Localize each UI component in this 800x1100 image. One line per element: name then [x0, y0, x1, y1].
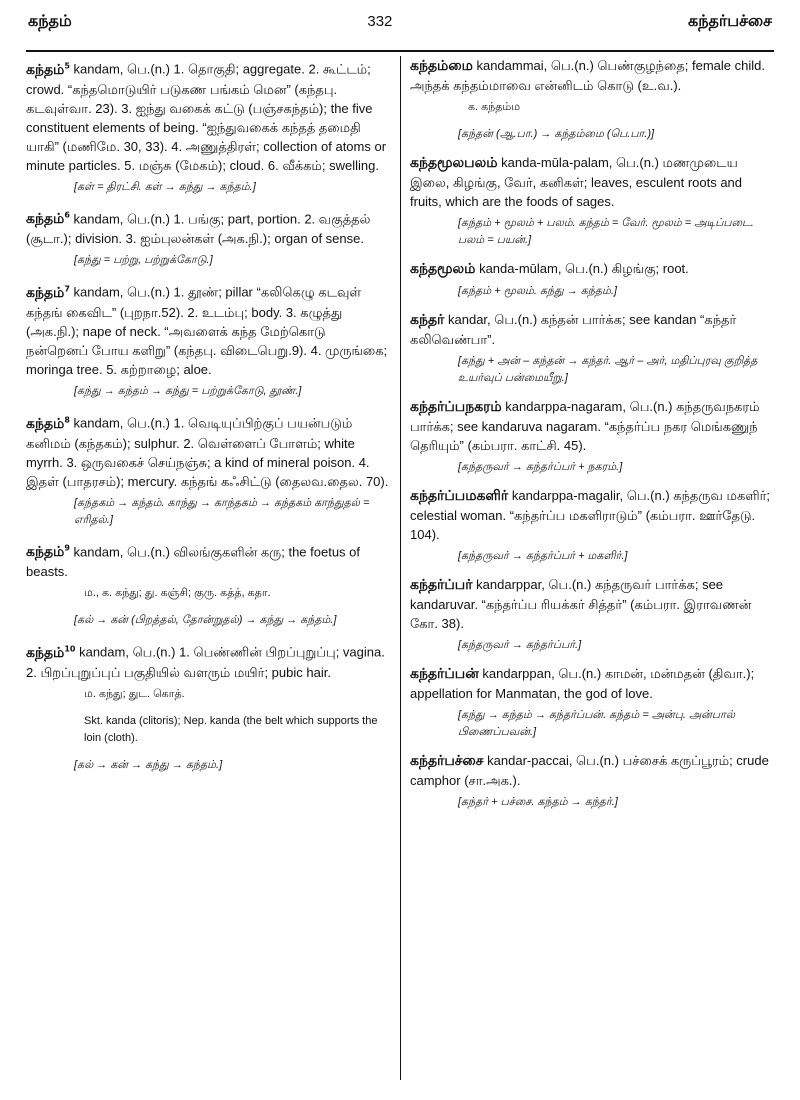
entry-headword: கந்தம்$^5$ [26, 61, 70, 78]
entry-headword: கந்தமூலபலம் [410, 155, 498, 171]
left-column [26, 56, 391, 1092]
homonym-number: 9 [64, 543, 70, 553]
cognate-line: ம., க. கந்து; து. கஞ்சி; குரு. கத்த், கதா. [84, 587, 271, 600]
cognate-line: க. கந்தம்ம [468, 101, 521, 113]
entry-headword: கந்தம்$^9$ [26, 543, 70, 561]
dictionary-entry [26, 206, 391, 249]
dictionary-entry [410, 751, 776, 790]
entry-definition: kandammai, பெ.(n.) பெண்குழந்தை; female child. அந்தக் கந்தம்மாவை என்னிடம் கொடு (உ.வ.). [410, 58, 765, 93]
entry-definition: kanda-mūla-palam, பெ.(n.) மணமுடைய இலை, கிழங்கு, வேர், கனிகள்; leaves, esculent roots and fruits, which are the foods of sages. [410, 155, 743, 209]
entry-headword: கந்தம்மை [410, 58, 473, 74]
homonym-number: 10 [64, 644, 76, 654]
page-number: 332 [367, 12, 393, 30]
right-guide-word: கந்தர்பச்சை [687, 10, 772, 30]
entry-definition: kandarppan, பெ.(n.) காமன், மன்மதன் (திவா.); appellation for Manmatan, the god of love. [410, 666, 755, 701]
entry-definition: kandarppar, பெ.(n.) கந்தருவர் பார்க்க; see kandaruvar. “கந்தர்ப்ப ரியக்கர் சித்தர்” (கம்பரா. இராவணன் கோ. 38). [410, 577, 752, 631]
entry-headword: கந்தம்$^{10}$ [26, 644, 76, 661]
entry-headword: கந்தர் [410, 312, 445, 328]
homonym-number: 6 [64, 210, 70, 220]
entry-headword: கந்தர்பச்சை [410, 753, 484, 769]
entry-headword: கந்தம்$^7$ [26, 284, 70, 301]
homonym-number: 8 [64, 414, 70, 424]
etymology-note: [கல் → கன் → கந்து → கந்தம்.] [74, 758, 223, 771]
cognate-line: Skt. kanda (clitoris); Nep. kanda (the belt which supports the loin (cloth). [84, 714, 378, 744]
entry-headword: கந்தர்ப்பமகளிர் [410, 488, 509, 504]
dictionary-entry [410, 310, 776, 349]
homonym-number: 7 [64, 284, 70, 294]
etymology-note: [கந்தம் + மூலம் + பலம். கந்தம் = வேர். மூலம் = அடிப்படை. பலம் = பயன்.] [458, 217, 754, 246]
entry-headword: கந்தர்ப்பன் [410, 666, 479, 682]
etymology-note: [கந்தன் (ஆ.பா.) → கந்தம்மை (பெ.பா.)] [458, 128, 655, 140]
entry-definition: kandarppa-nagaram, பெ.(n.) கந்தருவநகரம் பார்க்க; see kandaruva nagaram. “கந்தர்ப்ப நகர மெங்கணுந் தெரியும்” (கம்பரா. காட்சி. 45). [410, 399, 760, 453]
etymology-note: [கல் → கன் (பிறத்தல், தோன்றுதல்) → கந்து → கந்தம்.] [74, 614, 337, 627]
dictionary-entry [26, 279, 391, 379]
dictionary-entry [410, 153, 776, 211]
entry-definition: kandarppa-magalir, பெ.(n.) கந்தருவ மகளிர்; celestial woman. “கந்தர்ப்ப மகளிராடும்” (கம்பரா. ஊர்தேடு. 104). [410, 488, 771, 542]
left-guide-word: கந்தம் [28, 10, 72, 30]
etymology-note: [கந்தர் + பச்சை. கந்தம் → கந்தர்.] [458, 796, 618, 808]
dictionary-entry [26, 56, 391, 175]
dictionary-entry [410, 486, 776, 544]
cognate-line: ம. கந்து; துட. கொத். [84, 687, 185, 700]
right-column [410, 56, 776, 1092]
entry-definition: kandar, பெ.(n.) கந்தன் பார்க்க; see kandan “கந்தர் கலிவெண்பா”. [410, 312, 737, 347]
etymology-note: [கந்தம் + மூலம். கந்து → கந்தம்.] [458, 285, 617, 297]
entry-definition: kanda-mūlam, பெ.(n.) கிழங்கு; root. [479, 261, 689, 276]
etymology-note: [கந்தருவர் → கந்தர்ப்பர் + மகளிர்.] [458, 550, 628, 562]
etymology-note: [கந்து → கந்தம் → கந்து = பற்றுக்கோடு, தூண்.] [74, 384, 302, 397]
etymology-note: [கந்து = பற்று, பற்றுக்கோடு.] [74, 254, 213, 267]
entry-definition: kandam, பெ.(n.) 1. தூண்; pillar “கலிகெழு கடவுள் கந்தங் கைவிட” (புறநா.52). 2. உடம்பு; body. 3. கழுத்து (அக.நி.); nape of neck. “அவளைக் கந்த மேற்கொடு நன்றெனப் போய களிறு” (கந்தபு. விடைபெறு.9). 4. முருங்கை; moringa tree. 5. கற்றாழை; aloe. [26, 284, 388, 377]
dictionary-entry [410, 259, 776, 279]
entry-headword: கந்தர்ப்பநகரம் [410, 399, 502, 415]
etymology-note: [கந்தருவர் → கந்தர்ப்பர் + நகரம்.] [458, 461, 623, 473]
dictionary-entry [410, 575, 776, 633]
entry-definition: kandam, பெ.(n.) 1. வெடியுப்பிற்குப் பயன்படும் கனிமம் (கந்தகம்); sulphur. 2. வெள்ளைப் போளம்; white myrrh. 3. ஒருவகைச் செய்நஞ்சு; a kind of mineral poison. 4. இதள் (பாதரசம்); mercury. கந்தங் கஃசிட்டு (தைலவ.தைல. 70). [26, 415, 389, 489]
entry-headword: கந்தர்ப்பர் [410, 577, 473, 593]
homonym-number: 5 [64, 61, 70, 70]
etymology-note: [கந்து → கந்தம் → கந்தர்ப்பன். கந்தம் = அன்பு. அன்பால் பிணைப்பவன்.] [458, 709, 735, 738]
entry-definition: kandar-paccai, பெ.(n.) பச்சைக் கருப்பூரம்; crude camphor (சா.அக.). [410, 753, 769, 788]
header-rule [26, 50, 774, 52]
etymology-note: [கந்தகம் → கந்தம். காந்து → காந்தகம் → கந்தகம் காந்துதல் = எரிதல்.] [74, 496, 370, 526]
entry-definition: kandam, பெ.(n.) 1. பங்கு; part, portion. 2. வகுத்தல் (சூடா.); division. 3. ஐம்புலன்கள் (அக.நி.); organ of sense. [26, 211, 371, 247]
dictionary-entry [26, 539, 391, 582]
dictionary-entry [410, 397, 776, 455]
dictionary-entry [26, 410, 391, 491]
entry-headword: கந்தம்$^8$ [26, 414, 70, 432]
entry-definition: kandam, பெ.(n.) 1. பெண்ணின் பிறப்புறுப்பு; vagina. 2. பிறப்புறுப்புப் பகுதியில் வளரும் மயிர்; pubic hair. [26, 644, 385, 680]
column-divider [400, 56, 401, 1080]
entry-definition: kandam, பெ.(n.) விலங்குகளின் கரு; the foetus of beasts. [26, 544, 361, 580]
dictionary-entry [26, 639, 391, 682]
page-header [28, 6, 772, 36]
entry-definition: kandam, பெ.(n.) 1. தொகுதி; aggregate. 2. கூட்டம்; crowd. “கந்தமொடுயிர் படுகண பங்கம் மென” (கந்தபு. கடவுள்வா. 23). 3. ஐந்து வகைக் கட்டு (பஞ்சகந்தம்); the five constituent elements of being. “ஐந்துவகைக் கந்தத் தமைதி யாகி” (மணிமே. 30, 33). 4. அணுத்திரள்; collection of atoms or minute particles. 5. மஞ்சு (மேகம்); cloud. 6. வீக்கம்; swelling. [26, 61, 387, 173]
etymology-note: [கந்தருவர் → கந்தர்ப்பர்.] [458, 639, 582, 651]
entry-headword: கந்தமூலம் [410, 261, 476, 277]
etymology-note: [கள் = திரட்சி. கள் → கந்து → கந்தம்.] [74, 180, 256, 193]
dictionary-entry [410, 56, 776, 95]
etymology-note: [கந்து + அன் – கந்தன் → கந்தர். ஆர் – அர், மதிப்புரவு குறித்த உயர்வுப் பன்மையீறு.] [458, 355, 758, 384]
entry-headword: கந்தம்$^6$ [26, 210, 70, 228]
dictionary-entry [410, 664, 776, 703]
